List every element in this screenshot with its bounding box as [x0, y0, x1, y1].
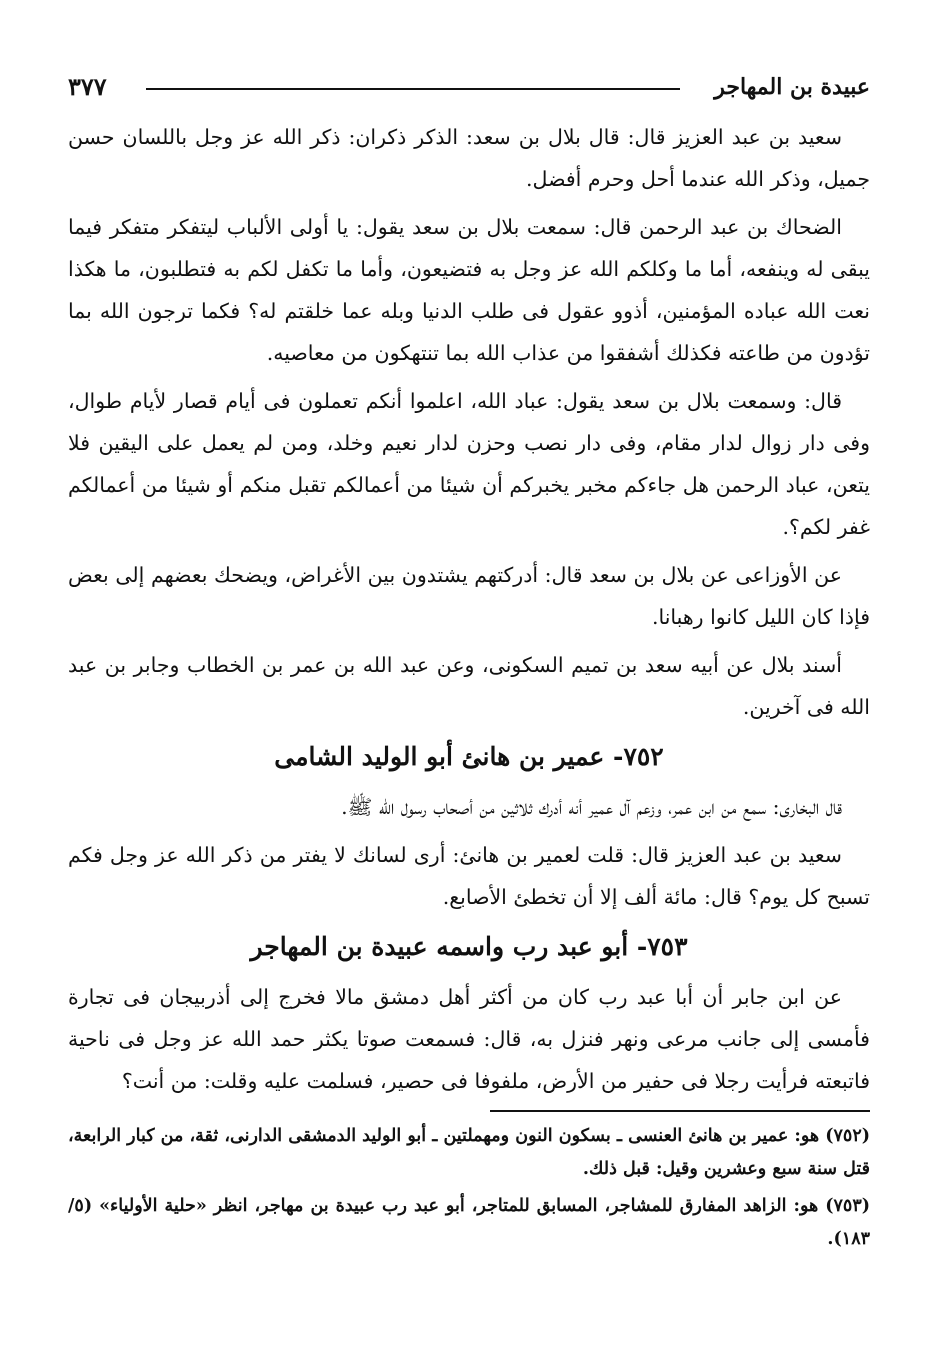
- paragraph: عن ابن جابر أن أبا عبد رب كان من أكثر أهل دمشق مالا فخرج إلى أذربيجان فى تجارة فأمسى إلى جانب مرعى ونهر فنزل به، قال: فسمعت صوتا يكثر حمد الله عز وجل فى ناحية فاتبعته فرأيت رجلا فى حفير من الأرض، ملفوفا فى حصير، فسلمت عليه وقلت: من أنت؟: [68, 985, 870, 1093]
- header-rule: [146, 88, 680, 90]
- running-title: عبيدة بن المهاجر: [714, 74, 870, 100]
- paragraph: سعيد بن عبد العزيز قال: قلت لعمير بن هانئ: أرى لسانك لا يفتر من ذكر الله عز وجل فكم تسبح كل يوم؟ قال: مائة ألف إلا أن تخطئ الأصابع.: [68, 843, 870, 909]
- paragraph: قال: وسمعت بلال بن سعد يقول: عباد الله، اعلموا أنكم تعملون فى أيام قصار لأيام طوال، وفى دار زوال لدار مقام، وفى دار نصب وحزن لدار نعيم وخلد، ومن لم يعمل على اليقين فلا يتعن، عباد الرحمن هل جاءكم مخبر يخبركم أن شيئا من أعمالكم تقبل منكم أو شيئا من أعمالكم غفر لكم؟.: [68, 389, 870, 539]
- paragraph: قال البخارى: سمع من ابن عمر، وزعم آل عمير أنه أدرك ثلاثين من أصحاب رسول الله ﷺ.: [341, 795, 842, 819]
- section-heading-752: ٧٥٢- عمير بن هانئ أبو الوليد الشامى: [274, 742, 664, 771]
- paragraph: عن الأوزاعى عن بلال بن سعد قال: أدركتهم يشتدون بين الأغراض، ويضحك بعضهم إلى بعض فإذا كان الليل كانوا رهبانا.: [68, 563, 870, 629]
- section-heading-753: ٧٥٣- أبو عبد رب واسمه عبيدة بن المهاجر: [250, 932, 688, 961]
- footnote-753: (٧٥٣) هو: الزاهد المفارق للمشاجر، المسابق للمتاجر، أبو عبد رب عبيدة بن مهاجر، انظر «حلية الأولياء» (٥/ ١٨٣).: [68, 1196, 870, 1249]
- footnote-752: (٧٥٢) هو: عمير بن هانئ العنسى ـ بسكون النون ومهملتين ـ أبو الوليد الدمشقى الدارنى، ثقة، من كبار الرابعة، قتل سنة سبع وعشرين وقيل: قبل ذلك.: [68, 1126, 870, 1179]
- paragraph: الضحاك بن عبد الرحمن قال: سمعت بلال بن سعد يقول: يا أولى الألباب ليتفكر متفكر فيما يبقى له وينفعه، أما ما وكلكم الله عز وجل به فتضيعون، وأما ما تكفل لكم به فتطلبون، ما هكذا نعت الله عباده المؤمنين، أذوو عقول فى طلب الدنيا وبله عما خلقتم له؟ فكما ترجون الله بما تؤدون من طاعته فكذلك أشفقوا من عذاب الله بما تنتهكون من معاصيه.: [68, 215, 870, 365]
- page-number: ٣٧٧: [68, 72, 107, 101]
- paragraph: أسند بلال عن أبيه سعد بن تميم السكونى، وعن عبد الله بن عمر بن الخطاب وجابر بن عبد الله فى آخرين.: [68, 653, 870, 719]
- running-header: [68, 70, 870, 110]
- page-body: [68, 116, 870, 1256]
- footnote-rule: [490, 1110, 870, 1112]
- book-page: [68, 70, 870, 1260]
- paragraph: سعيد بن عبد العزيز قال: قال بلال بن سعد: الذكر ذكران: ذكر الله عز وجل باللسان حسن جميل، وذكر الله عندما أحل وحرم أفضل.: [68, 125, 870, 191]
